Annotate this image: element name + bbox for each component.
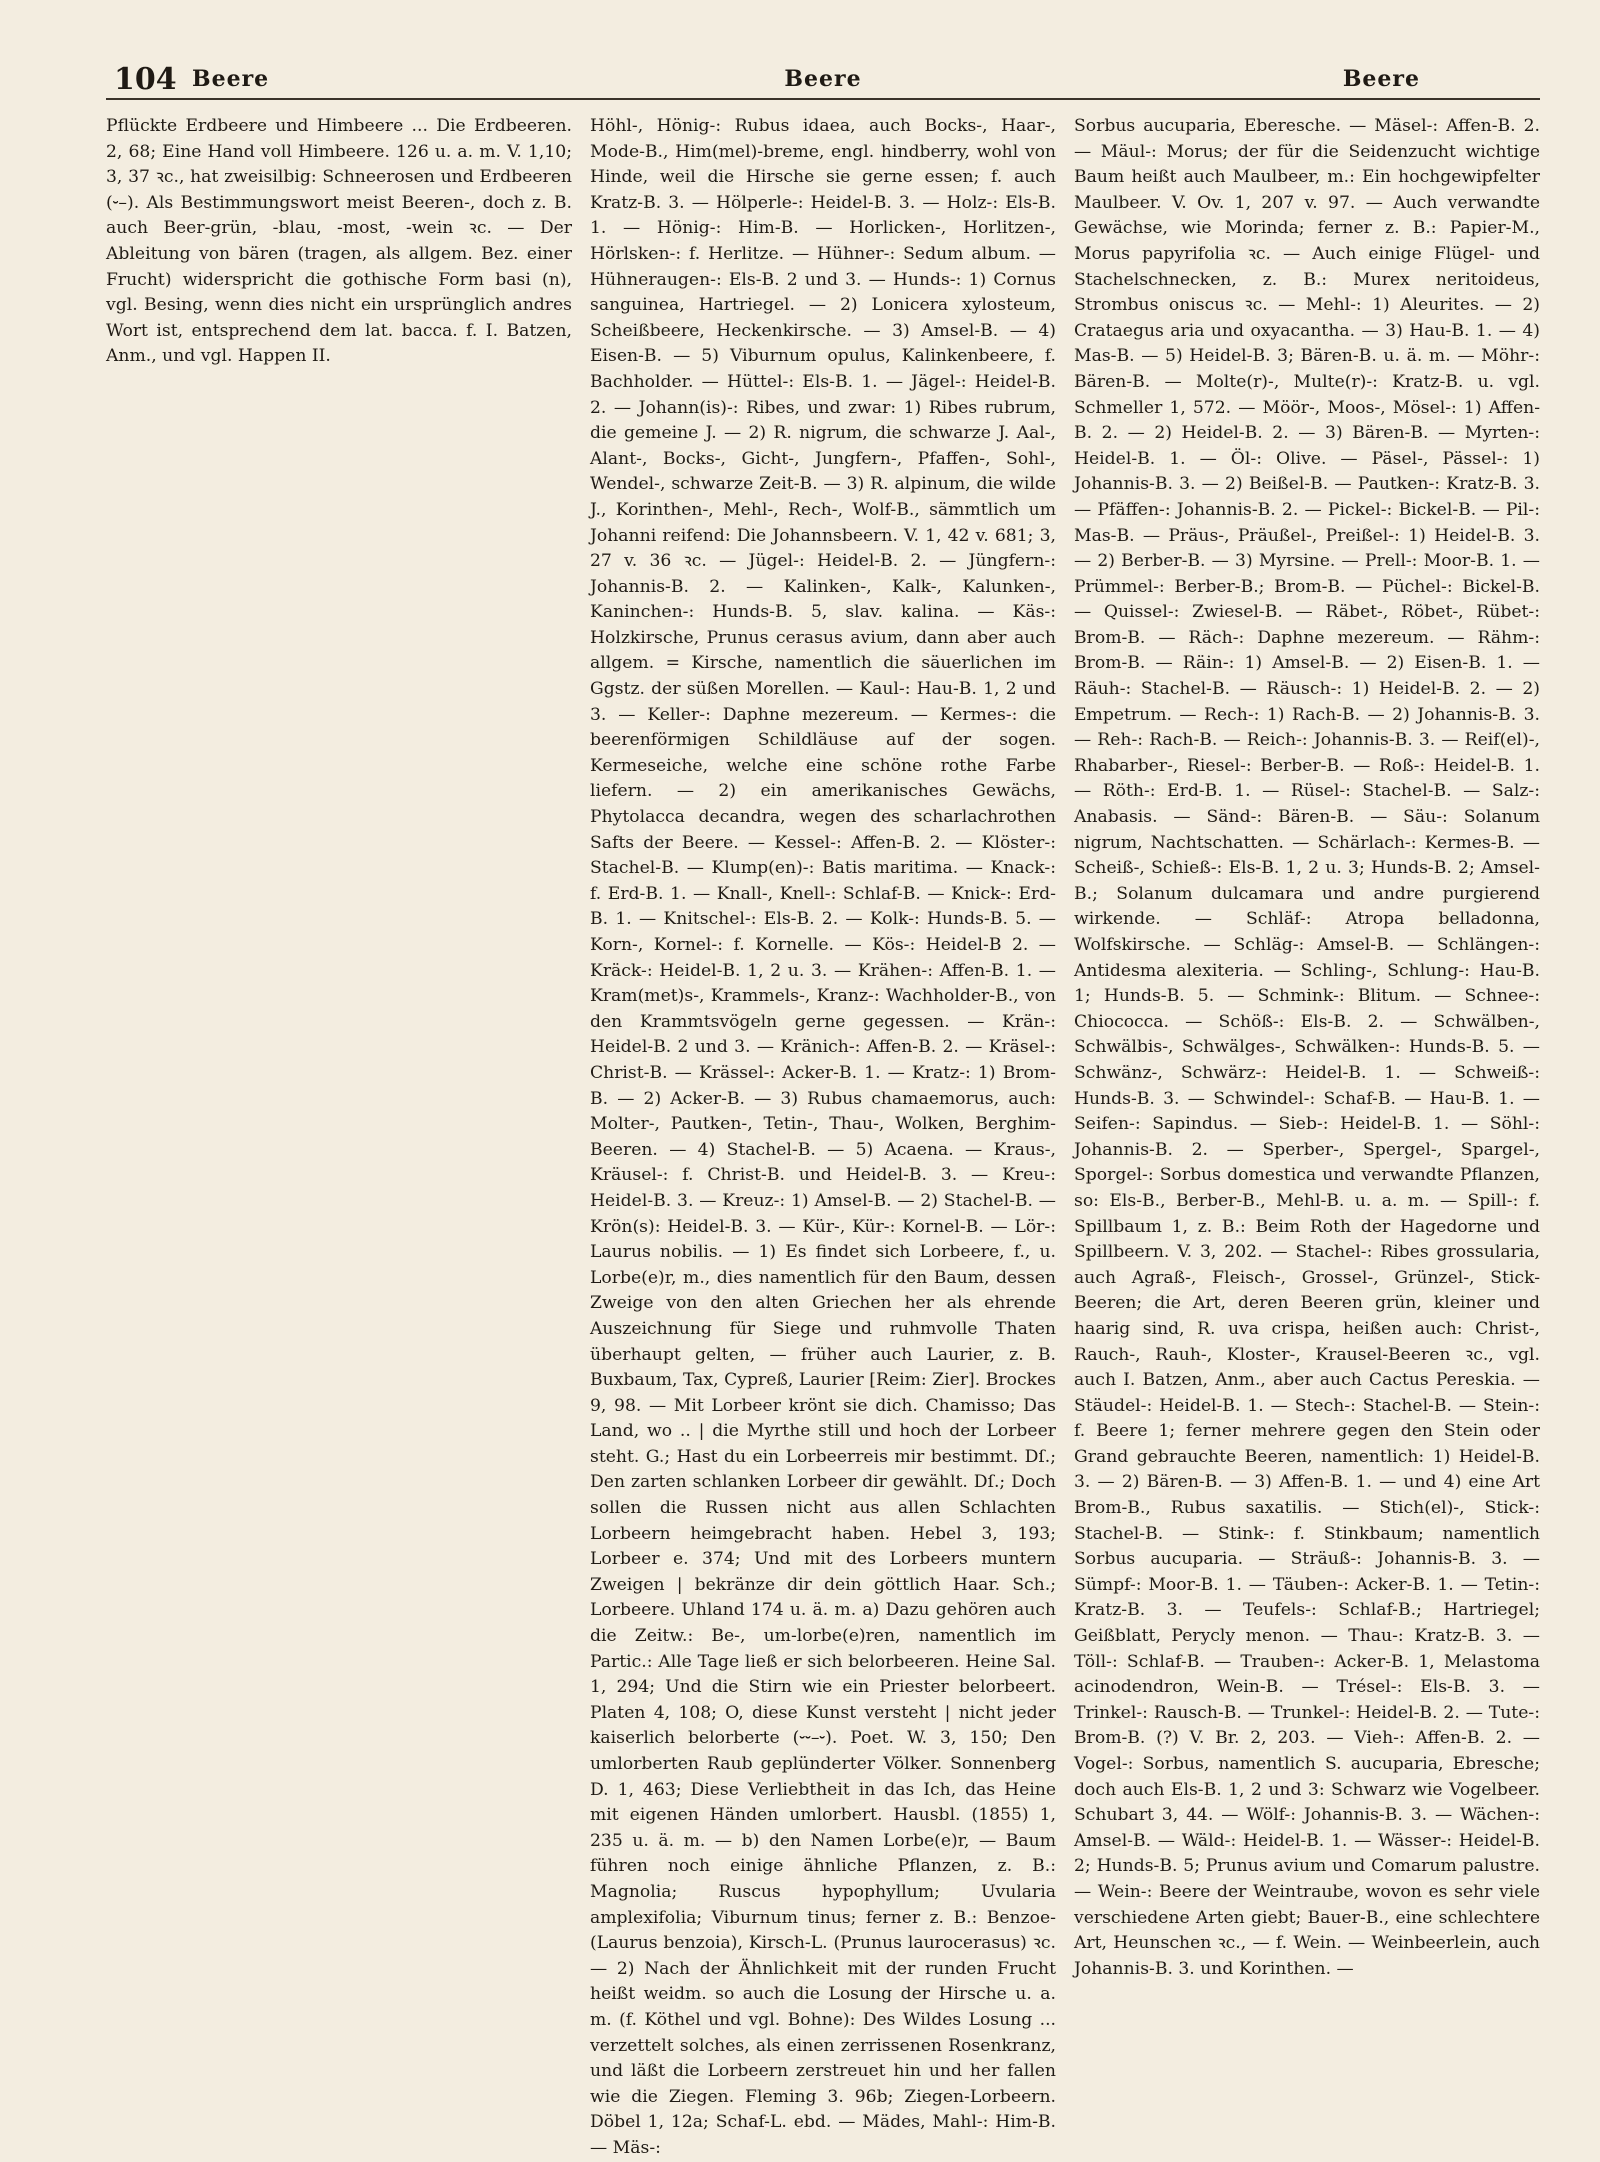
paragraph: Pflückte Erdbeere und Himbeere ... Die Erdbeeren. 2, 68; Eine Hand voll Himbeere. 126 u. a. m. V. 1,10; 3, 37 ꝛc., hat zweisilbig: Schneerosen und Erdbeeren (⏑–). Als Bestimmungswort meist Beeren-, doch z. B. auch Beer-grün, -blau, -most, -wein ꝛc. — Der Ableitung von bären (tragen, als allgem. Bez. einer Frucht) widerspricht die gothische Form basi (n), vgl. Besing, wenn dies nicht ein ursprünglich andres Wort ist, entsprechend dem lat. bacca. f. I. Batzen, Anm., und vgl. Happen II. <box>106 116 572 367</box>
paragraph: Höhl-, Hönig-: Rubus idaea, auch Bocks-, Haar-, Mode-B., Him(mel)-breme, engl. hindberry, wohl von Hinde, weil die Hirsche sie gerne essen; f. auch Kratz-B. 3. — Hölperle-: Heidel-B. 3. — Holz-: Els-B. 1. — Hönig-: Him-B. — Horlicken-, Horlitzen-, Hörlsken-: f. Herlitze. — Hühner-: Sedum album. — Hühneraugen-: Els-B. 2 und 3. — Hunds-: 1) Cornus sanguinea, Hartriegel. — 2) Lonicera xylosteum, Scheißbeere, Heckenkirsche. — 3) Amsel-B. — 4) Eisen-B. — 5) Viburnum opulus, Kalinkenbeere, f. Bachholder. — Hüttel-: Els-B. 1. — Jägel-: Heidel-B. 2. — Johann(is)-: Ribes, und zwar: 1) Ribes rubrum, die gemeine J. — 2) R. nigrum, die schwarze J. Aal-, Alant-, Bocks-, Gicht-, Jungfern-, Pfaffen-, Sohl-, Wendel-, schwarze Zeit-B. — 3) R. alpinum, die wilde J., Korinthen-, Mehl-, Rech-, Wolf-B., sämmtlich um Johanni reifend: Die Johannsbeern. V. 1, 42 v. 681; 3, 27 v. 36 ꝛc. — Jügel-: Heidel-B. 2. — Jüngfern-: Johannis-B. 2. — Kalinken-, Kalk-, Kalunken-, Kaninchen-: Hunds-B. 5, slav. kalina. — Käs-: Holzkirsche, Prunus cerasus avium, dann aber auch allgem. = Kirsche, namentlich die säuerlichen im Ggstz. der süßen Morellen. — Kaul-: Hau-B. 1, 2 und 3. — Keller-: Daphne mezereum. — Kermes-: die beerenförmigen Schildläuse auf der sogen. Kermeseiche, welche eine schöne rothe Farbe liefern. — 2) ein amerikanisches Gewächs, Phytolacca decandra, wegen des scharlachrothen Safts der Beere. — Kessel-: Affen-B. 2. — Klöster-: Stachel-B. — Klump(en)-: Batis maritima. — Knack-: f. Erd-B. 1. — Knall-, Knell-: Schlaf-B. — Knick-: Erd-B. 1. — Knitschel-: Els-B. 2. — Kolk-: Hunds-B. 5. — Korn-, Kornel-: f. Kornelle. — Kös-: Heidel-B 2. — Kräck-: Heidel-B. 1, 2 u. 3. — Krähen-: Affen-B. 1. — Kram(met)s-, Krammels-, Kranz-: Wachholder-B., von den Krammtsvögeln gerne gegessen. — Krän-: Heidel-B. 2 und 3. — Kränich-: Affen-B. 2. — Kräsel-: Christ-B. — Krässel-: Acker-B. 1. — Kratz-: 1) Brom-B. — 2) Acker-B. — 3) Rubus chamaemorus, auch: Molter-, Pautken-, Tetin-, Thau-, Wolken, Berghim-Beeren. — 4) Stachel-B. — 5) Acaena. — Kraus-, Kräusel-: f. Christ-B. und Heidel-B. 3. — Kreu-: Heidel-B. 3. — Kreuz-: 1) Amsel-B. — 2) Stachel-B. — Krön(s): Heidel-B. 3. — Kür-, Kür-: Kornel-B. — Lör-: Laurus nobilis. — 1) Es findet sich Lorbeere, f., u. Lorbe(e)r, m., dies namentlich für den Baum, dessen Zweige von den alten Griechen her als ehrende Auszeichnung für Siege und ruhmvolle Thaten überhaupt gelten, — früher auch Laurier, z. B. Buxbaum, Tax, Cypreß, Laurier [Reim: Zier]. Brockes 9, 98. — Mit Lorbeer krönt sie dich. Chamisso; Das Land, wo .. | die Myrthe still und hoch der Lorbeer steht. G.; Hast du ein Lorbeerreis mir bestimmt. Dſ.; Den zarten schlanken Lorbeer dir gewählt. Dſ.; Doch sollen die Russen nicht aus allen Schlachten Lorbeern heimgebracht haben. Hebel 3, 193; Lorbeer e. 374; Und mit des Lorbeers muntern Zweigen | bekränze dir dein göttlich Haar. Sch.; Lorbeere. Uhland 174 u. ä. m. a) Dazu gehören auch die Zeitw.: Be-, um-lorbe(e)ren, namentlich im Partic.: Alle Tage ließ er sich belorbeeren. Heine Sal. 1, 294; Und die Stirn wie ein Priester belorbeert. Platen 4, 108; O, diese Kunst versteht | nicht jeder kaiserlich belorberte (⏑⏑–⏑). Poet. W. 3, 150; Den umlorberten Raub geplünderter Völker. Sonnenberg D. 1, 463; Diese Verliebtheit in das Ich, das Heine mit eigenen Händen umlorbert. Hausbl. (1855) 1, 235 u. ä. m. — b) den Namen Lorbe(e)r, — Baum führen noch einige ähnliche Pflanzen, z. B.: Magnolia; Ruscus hypophyllum; Uvularia amplexifolia; Viburnum tinus; ferner z. B.: Benzoe- (Laurus benzoia), Kirsch-L. (Prunus laurocerasus) ꝛc. — 2) Nach der Ähnlichkeit mit der runden Frucht heißt weidm. so auch die Losung der Hirsche u. a. m. (f. Köthel und vgl. Bohne): Des Wildes Losung ... verzettelt solches, als einen zerrissenen Rosenkranz, und läßt die Lorbeern zerstreuet hin und her fallen wie die Ziegen. Fleming 3. 96b; Ziegen-Lorbeern. Döbel 1, 12a; Schaf-L. ebd. — Mädes, Mahl-: Him-B. — Mäs-: <box>590 116 1056 2158</box>
running-head-right: Beere <box>1342 66 1420 92</box>
paragraph: Sorbus aucuparia, Eberesche. — Mäsel-: Affen-B. 2. — Mäul-: Morus; der für die Seidenzucht wichtige Baum heißt auch Maulbeer, m.: Ein hochgewipfelter Maulbeer. V. Ov. 1, 207 v. 97. — Auch verwandte Gewächse, wie Morinda; ferner z. B.: Papier-M., Morus papyrifolia ꝛc. — Auch einige Flügel- und Stachelschnecken, z. B.: Murex neritoideus, Strombus oniscus ꝛc. — Mehl-: 1) Aleurites. — 2) Crataegus aria und oxyacantha. — 3) Hau-B. 1. — 4) Mas-B. — 5) Heidel-B. 3; Bären-B. u. ä. m. — Möhr-: Bären-B. — Molte(r)-, Multe(r)-: Kratz-B. u. vgl. Schmeller 1, 572. — Möör-, Moos-, Mösel-: 1) Affen-B. 2. — 2) Heidel-B. 2. — 3) Bären-B. — Myrten-: Heidel-B. 1. — Öl-: Olive. — Päsel-, Pässel-: 1) Johannis-B. 3. — 2) Beißel-B. — Pautken-: Kratz-B. 3. — Pfäffen-: Johannis-B. 2. — Pickel-: Bickel-B. — Pil-: Mas-B. — Präus-, Präußel-, Preißel-: 1) Heidel-B. 3. — 2) Berber-B. — 3) Myrsine. — Prell-: Moor-B. 1. — Prümmel-: Berber-B.; Brom-B. — Püchel-: Bickel-B. — Quissel-: Zwiesel-B. — Räbet-, Röbet-, Rübet-: Brom-B. — Räch-: Daphne mezereum. — Rähm-: Brom-B. — Räin-: 1) Amsel-B. — 2) Eisen-B. 1. — Räuh-: Stachel-B. — Räusch-: 1) Heidel-B. 2. — 2) Empetrum. — Rech-: 1) Rach-B. — 2) Johannis-B. 3. — Reh-: Rach-B. — Reich-: Johannis-B. 3. — Reif(el)-, Rhabarber-, Riesel-: Berber-B. — Roß-: Heidel-B. 1. — Röth-: Erd-B. 1. — Rüsel-: Stachel-B. — Salz-: Anabasis. — Sänd-: Bären-B. — Säu-: Solanum nigrum, Nachtschatten. — Schärlach-: Kermes-B. — Scheiß-, Schieß-: Els-B. 1, 2 u. 3; Hunds-B. 2; Amsel-B.; Solanum dulcamara und andre purgierend wirkende. — Schläf-: Atropa belladonna, Wolfskirsche. — Schläg-: Amsel-B. — Schlängen-: Antidesma alexiteria. — Schling-, Schlung-: Hau-B. 1; Hunds-B. 5. — Schmink-: Blitum. — Schnee-: Chiococca. — Schöß-: Els-B. 2. — Schwälben-, Schwälbis-, Schwälges-, Schwälken-: Hunds-B. 5. — Schwänz-, Schwärz-: Heidel-B. 1. — Schweiß-: Hunds-B. 3. — Schwindel-: Schaf-B. — Hau-B. 1. — Seifen-: Sapindus. — Sieb-: Heidel-B. 1. — Söhl-: Johannis-B. 2. — Sperber-, Spergel-, Spargel-, Sporgel-: Sorbus domestica und verwandte Pflanzen, so: Els-B., Berber-B., Mehl-B. u. a. m. — Spill-: f. Spillbaum 1, z. B.: Beim Roth der Hagedorne und Spillbeern. V. 3, 202. — Stachel-: Ribes grossularia, auch Agraß-, Fleisch-, Grossel-, Grünzel-, Stick-Beeren; die Art, deren Beeren grün, kleiner und haarig sind, R. uva crispa, heißen auch: Christ-, Rauch-, Rauh-, Kloster-, Krausel-Beeren ꝛc., vgl. auch I. Batzen, Anm., aber auch Cactus Pereskia. — Stäudel-: Heidel-B. 1. — Stech-: Stachel-B. — Stein-: f. Beere 1; ferner mehrere gegen den Stein oder Grand gebrauchte Beeren, namentlich: 1) Heidel-B. 3. — 2) Bären-B. — 3) Affen-B. 1. — und 4) eine Art Brom-B., Rubus saxatilis. — Stich(el)-, Stick-: Stachel-B. — Stink-: f. Stinkbaum; namentlich Sorbus aucuparia. — Sträuß-: Johannis-B. 3. — Sümpf-: Moor-B. 1. — Täuben-: Acker-B. 1. — Tetin-: Kratz-B. 3. — Teufels-: Schlaf-B.; Hartriegel; Geißblatt, Perycly menon. — Thau-: Kratz-B. 3. — Töll-: Schlaf-B. — Trauben-: Acker-B. 1, Melastoma acinodendron, Wein-B. — Trésel-: Els-B. 3. — Trinkel-: Rausch-B. — Trunkel-: Heidel-B. 2. — Tute-: Brom-B. (?) V. Br. 2, 203. — Vieh-: Affen-B. 2. — Vogel-: Sorbus, namentlich S. aucuparia, Ebresche; doch auch Els-B. 1, 2 und 3: Schwarz wie Vogelbeer. Schubart 3, 44. — Wölf-: Johannis-B. 3. — Wächen-: Amsel-B. — Wäld-: Heidel-B. 1. — Wässer-: Heidel-B. 2; Hunds-B. 5; Prunus avium und Comarum palustre. — Wein-: Beere der Weintraube, wovon es sehr viele verschiedene Arten giebt; Bauer-B., eine schlechtere Art, Heunschen ꝛc., — f. Wein. — Weinbeerlein, auch Johannis-B. 3. und Korinthen. — <box>1074 116 1540 1979</box>
running-head-left: Beere <box>192 66 270 92</box>
page-number: 104 <box>114 62 177 97</box>
text-columns <box>106 114 1540 2158</box>
running-head-center: Beere <box>784 66 862 92</box>
column-right <box>1074 114 1540 2044</box>
column-middle <box>590 114 1056 2158</box>
column-left <box>106 114 572 2044</box>
page-header <box>106 62 1540 100</box>
